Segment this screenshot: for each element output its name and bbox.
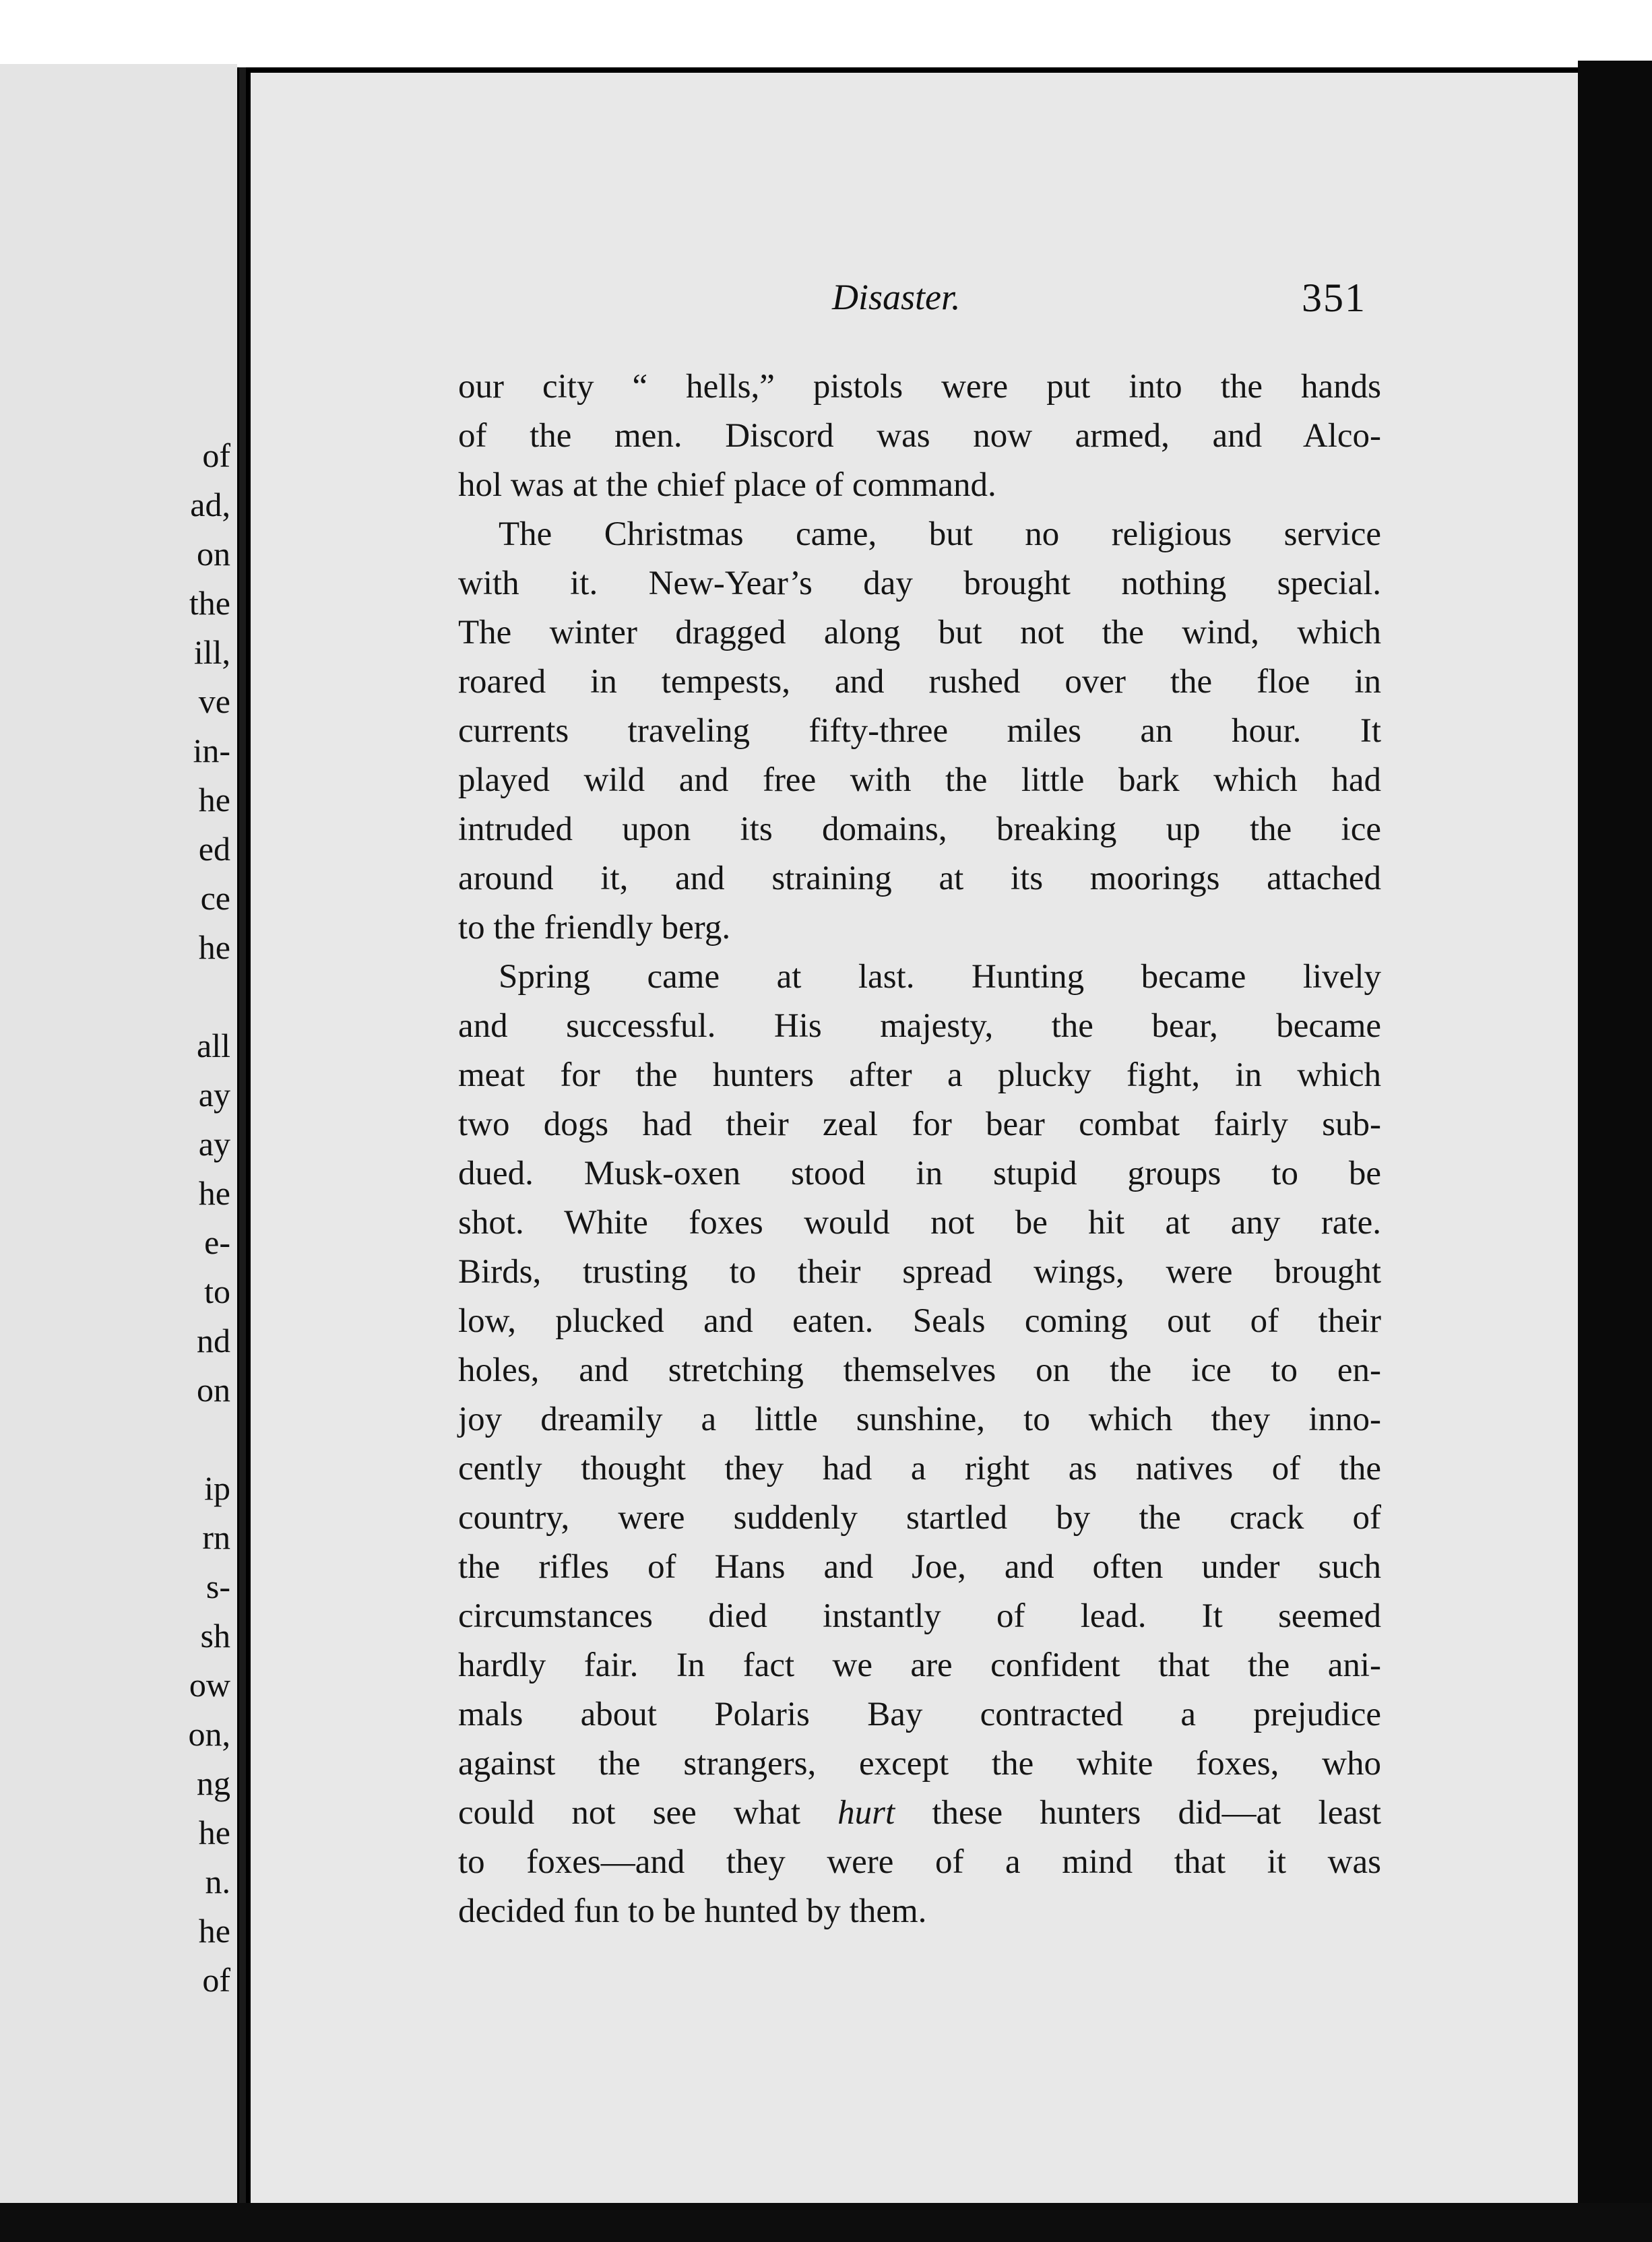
text-line: cently thought they had a right as natives of the [458, 1450, 1381, 1487]
page-gutter [239, 67, 246, 2203]
text-line: to foxes—and they were of a mind that it was [458, 1843, 1381, 1881]
text-line: currents traveling fifty-three miles an hour. It [458, 712, 1381, 750]
text-line: against the strangers, except the white foxes, who [458, 1745, 1381, 1783]
left-page-fragment: ay [198, 1076, 230, 1114]
text-line: holes, and stretching themselves on the ice to en- [458, 1351, 1381, 1389]
left-page-fragment: of [202, 1961, 230, 1999]
text-line: our city “ hells,” pistols were put into the hands [458, 368, 1381, 406]
scan-border-right [1578, 61, 1652, 2242]
text-line: around it, and straining at its moorings attached [458, 860, 1381, 897]
body-text [458, 362, 1381, 1936]
text-line: meat for the hunters after a plucky fight, in which [458, 1056, 1381, 1094]
scan-background-top [0, 0, 1652, 67]
text-line: low, plucked and eaten. Seals coming out of their [458, 1302, 1381, 1340]
left-page-fragment: ce [200, 879, 230, 917]
left-page-fragment: n. [205, 1863, 230, 1900]
running-head: Disaster. [832, 277, 961, 317]
left-page-fragment: he [198, 928, 230, 966]
text-line: hardly fair. In fact we are confident that the ani- [458, 1646, 1381, 1684]
left-page-fragment: of [202, 437, 230, 474]
text-line: roared in tempests, and rushed over the floe in [458, 663, 1381, 701]
scan-border-bottom [0, 2203, 1652, 2242]
left-page-fragment: he [198, 1814, 230, 1851]
left-page-fragment: ow [189, 1666, 230, 1704]
text-line: Spring came at last. Hunting became lively [499, 958, 1381, 996]
text-line: The Christmas came, but no religious service [499, 515, 1381, 553]
text-line: joy dreamily a little sunshine, to which they inno- [458, 1401, 1381, 1438]
text-line: circumstances died instantly of lead. It seemed [458, 1597, 1381, 1635]
left-page-fragment: ed [198, 830, 230, 868]
left-page-fragment: ng [197, 1764, 230, 1802]
left-page-fragment: sh [200, 1617, 230, 1655]
text-line: intruded upon its domains, breaking up the ice [458, 810, 1381, 848]
text-line: decided fun to be hunted by them. [458, 1892, 927, 1930]
text-line: the rifles of Hans and Joe, and often under such [458, 1548, 1381, 1586]
text-line: with it. New-Year’s day brought nothing special. [458, 565, 1381, 602]
left-page-fragment: nd [197, 1322, 230, 1359]
text-line: to the friendly berg. [458, 909, 731, 947]
text-line: and successful. His majesty, the bear, became [458, 1007, 1381, 1045]
text-line: country, were suddenly startled by the crack of [458, 1499, 1381, 1537]
text-line: shot. White foxes would not be hit at any rate. [458, 1204, 1381, 1242]
left-page-fragment: all [197, 1027, 230, 1064]
left-page-fragment: ve [198, 682, 230, 720]
left-page-fragment: to [204, 1273, 230, 1310]
left-page-fragment: he [198, 1174, 230, 1212]
page-number: 351 [1302, 276, 1366, 320]
left-page-fragment: s- [205, 1568, 230, 1605]
left-page-fragment: ad, [190, 486, 230, 523]
text-line: played wild and free with the little bark which had [458, 761, 1381, 799]
left-page-fragment: ip [204, 1469, 230, 1507]
text-line: hol was at the chief place of command. [458, 466, 996, 504]
left-page-edge [0, 64, 237, 2206]
left-page-fragment: ill, [193, 633, 230, 671]
left-page-fragment: the [189, 584, 230, 622]
left-page-fragment: e- [204, 1223, 230, 1261]
text-line: of the men. Discord was now armed, and Alco- [458, 417, 1381, 455]
left-page-fragment: on [197, 1371, 230, 1409]
left-page-fragment: on [197, 535, 230, 573]
text-line: could not see what hurt these hunters did—at least [458, 1794, 1381, 1832]
left-page-fragment: in- [193, 732, 230, 769]
left-page-fragment: ay [198, 1125, 230, 1163]
text-line: two dogs had their zeal for bear combat fairly sub- [458, 1106, 1381, 1143]
text-line: mals about Polaris Bay contracted a prejudice [458, 1696, 1381, 1733]
left-page-fragment: on, [188, 1715, 230, 1753]
text-line: Birds, trusting to their spread wings, were brought [458, 1253, 1381, 1291]
text-line: dued. Musk-oxen stood in stupid groups to be [458, 1155, 1381, 1192]
left-page-fragment: rn [202, 1518, 230, 1556]
left-page-fragment: he [198, 1912, 230, 1950]
text-line: The winter dragged along but not the wind, which [458, 614, 1381, 651]
left-page-fragment: he [198, 781, 230, 819]
